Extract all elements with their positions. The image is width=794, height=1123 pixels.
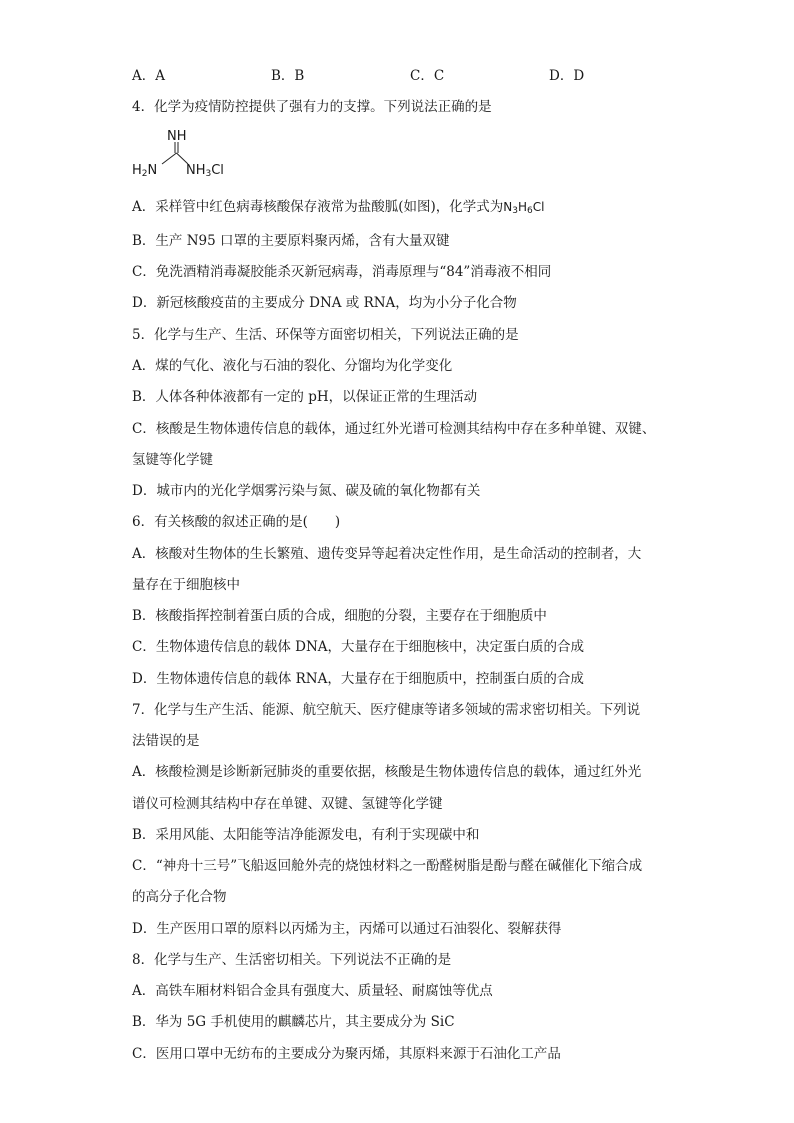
guanidine-hydrochloride-structure — [132, 128, 252, 184]
q8-stem: 8．化学与生产、生活密切相关。下列说法不正确的是 — [132, 952, 452, 968]
q4-option-b: B．生产 N95 口罩的主要原料聚丙烯，含有大量双键 — [132, 233, 450, 249]
q4-option-c: C．免洗酒精消毒凝胶能杀灭新冠病毒，消毒原理与“84”消毒液不相同 — [132, 264, 552, 280]
q3-option-d: D．D — [549, 68, 585, 84]
q5-option-c-line2: 氢键等化学键 — [132, 452, 213, 468]
q3-option-b: B．B — [271, 68, 305, 84]
q8-option-c: C．医用口罩中无纺布的主要成分为聚丙烯，其原料来源于石油化工产品 — [132, 1046, 561, 1062]
q6-option-c: C．生物体遗传信息的载体 DNA，大量存在于细胞核中，决定蛋白质的合成 — [132, 639, 585, 655]
q7-option-c-line2: 的高分子化合物 — [132, 889, 227, 905]
q6-stem: 6．有关核酸的叙述正确的是( ) — [132, 514, 341, 530]
q6-option-a-line1: A．核酸对生物体的生长繁殖、遗传变异等起着决定性作用，是生命活动的控制者，大 — [132, 546, 642, 562]
q5-option-d: D．城市内的光化学烟雾污染与氮、碳及硫的氧化物都有关 — [132, 483, 481, 499]
q5-option-a: A．煤的气化、液化与石油的裂化、分馏均为化学变化 — [132, 358, 453, 374]
q7-option-a-line2: 谱仪可检测其结构中存在单键、双键、氢键等化学键 — [132, 796, 443, 812]
q4-stem: 4．化学为疫情防控提供了强有力的支撑。下列说法正确的是 — [132, 99, 492, 115]
q8-option-a: A．高铁车厢材料铝合金具有强度大、质量轻、耐腐蚀等优点 — [132, 983, 493, 999]
h2n-label: $H_2N$ — [132, 163, 158, 179]
q7-stem-line2: 法错误的是 — [132, 733, 200, 749]
q4-option-a: A．采样管中红色病毒核酸保存液常为盐酸胍(如图)，化学式为$N_3H_6Cl$ — [132, 199, 545, 216]
q5-stem: 5．化学与生产、生活、环保等方面密切相关，下列说法正确的是 — [132, 327, 519, 343]
q5-option-c-line1: C．核酸是生物体遗传信息的载体，通过红外光谱可检测其结构中存在多种单键、双键、 — [132, 421, 656, 437]
q3-option-a: A．A — [132, 68, 165, 84]
q4-option-d: D．新冠核酸疫苗的主要成分 DNA 或 RNA，均为小分子化合物 — [132, 295, 517, 311]
nh3cl-label: $NH_3Cl$ — [186, 163, 224, 179]
nh-label: NH — [167, 129, 187, 144]
q7-option-a-line1: A．核酸检测是诊断新冠肺炎的重要依据，核酸是生物体遗传信息的载体，通过红外光 — [132, 764, 642, 780]
q7-stem-line1: 7．化学与生产生活、能源、航空航天、医疗健康等诸多领域的需求密切相关。下列说 — [132, 702, 641, 718]
q4-formula: $N_3H_6Cl$ — [503, 200, 545, 216]
q7-option-b: B．采用风能、太阳能等洁净能源发电，有利于实现碳中和 — [132, 827, 480, 843]
q7-option-d: D．生产医用口罩的原料以丙烯为主，丙烯可以通过石油裂化、裂解获得 — [132, 921, 562, 937]
q8-option-b: B．华为 5G 手机使用的麒麟芯片，其主要成分为 SiC — [132, 1014, 455, 1030]
q6-option-b: B．核酸指挥控制着蛋白质的合成，细胞的分裂，主要存在于细胞质中 — [132, 608, 547, 624]
q6-option-a-line2: 量存在于细胞核中 — [132, 577, 240, 593]
q7-option-c-line1: C．“神舟十三号”飞船返回舱外壳的烧蚀材料之一酚醛树脂是酚与醛在碱催化下缩合成 — [132, 858, 643, 874]
q3-option-c: C．C — [410, 68, 445, 84]
q5-option-b: B．人体各种体液都有一定的 pH，以保证正常的生理活动 — [132, 389, 478, 405]
q6-option-d: D．生物体遗传信息的载体 RNA，大量存在于细胞质中，控制蛋白质的合成 — [132, 671, 584, 687]
